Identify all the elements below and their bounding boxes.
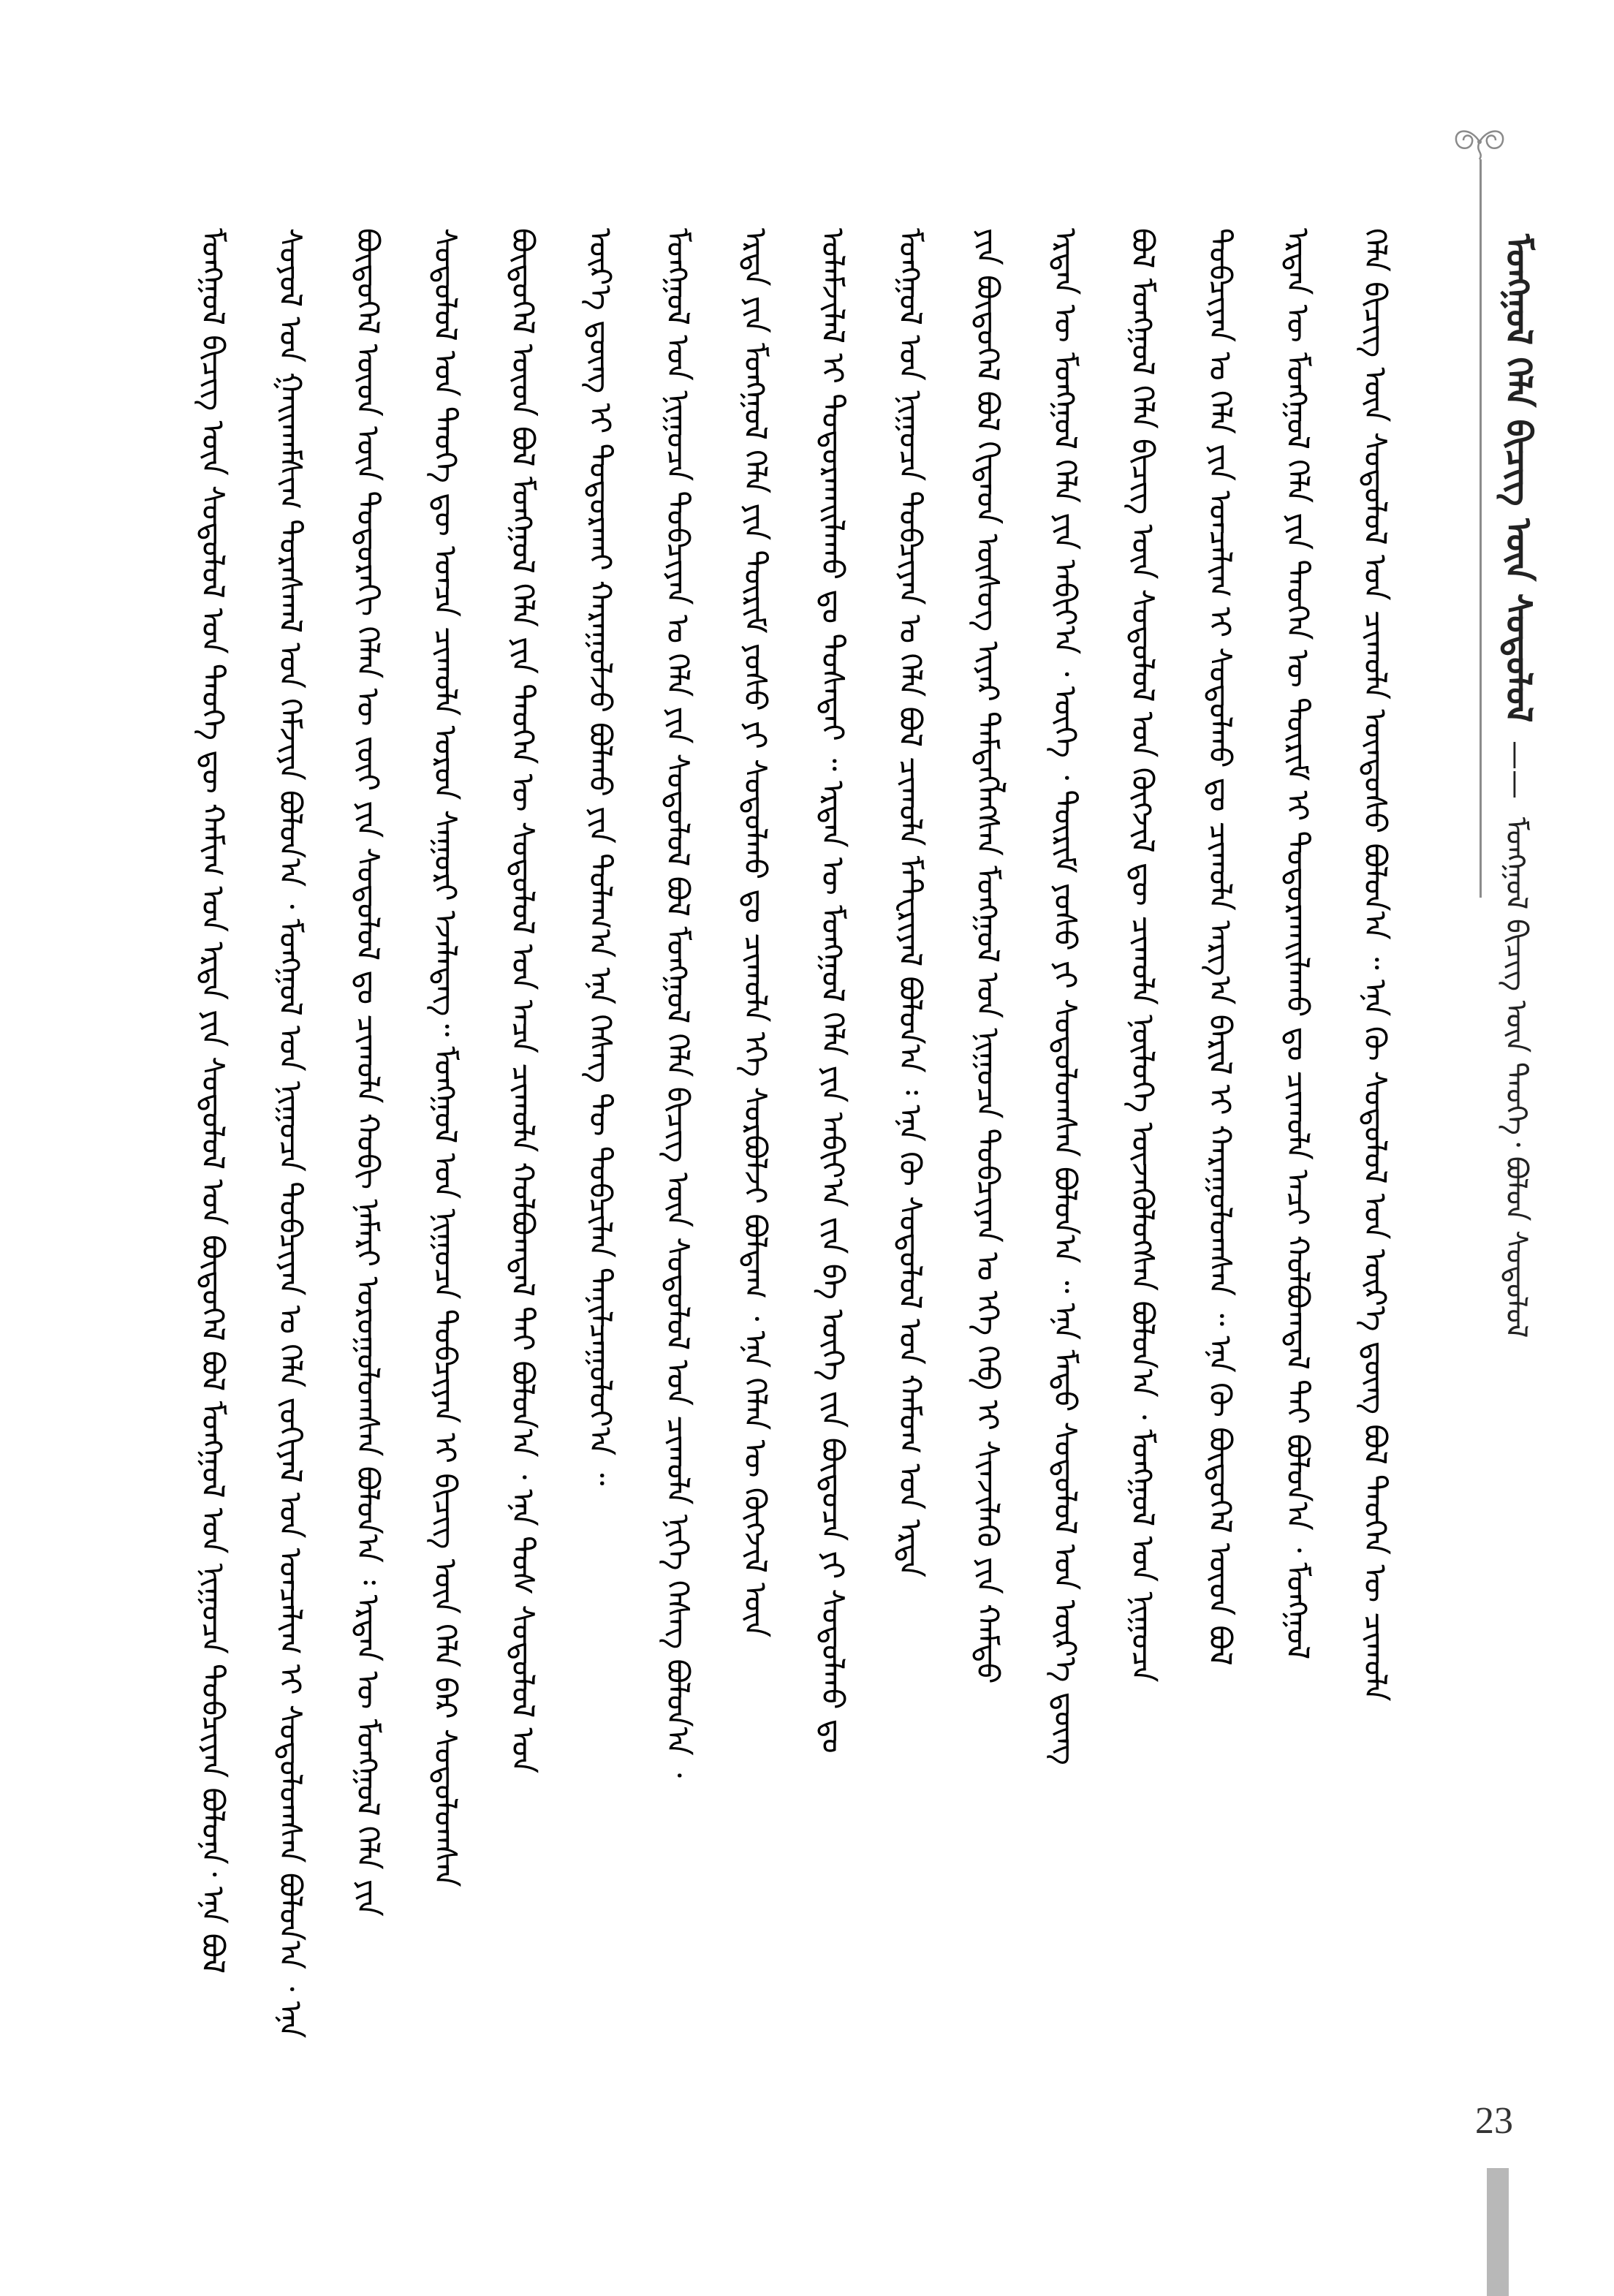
text-column: ᠡᠷᠲᠡᠨ ᠦ ᠮᠣᠩᠭᠣᠯ ᠬᠡᠯᠡ ᠶᠢᠨ ᠲᠡᠦᠬᠡᠨ ᠦ ᠳᠦᠷᠢᠮ ᠢ ᠲᠣᠳᠣᠷᠬᠠᠢᠯᠠᠬᠤ ᠳᠤ ᠴᠢᠬᠤᠯᠠ ᠠᠴᠢ ᠬᠣᠯᠪᠣᠭᠳᠠᠯ ᠲᠠᠢ ᠪᠣᠯᠤᠨ᠎ᠠ ᠂ ᠮᠣᠩᠭᠣᠯ: [1280, 228, 1316, 1660]
running-header-subtitle: ᠮᠣᠩᠭᠣᠯ ᠪᠢᠴᠢᠭ ᠦᠨ ᠲᠡᠦᠬᠡ᠂ ᠪᠣᠯᠤᠨ ᠰᠤᠳᠤᠯᠤᠯ: [1499, 817, 1533, 1338]
text-column: ᠡᠷᠲᠡᠨ ᠦ ᠮᠣᠩᠭᠣᠯ ᠬᠡᠯᠡ ᠶᠢᠨ ᠠᠪᠢᠶ᠎ᠠ ᠂ ᠦᠭᠡ ᠂ ᠳᠦᠷᠢᠮ ᠶᠣᠰᠣ ᠶᠢ ᠰᠤᠳᠤᠯᠤᠭᠰᠠᠨ ᠪᠣᠯᠤᠨ᠎ᠠ ᠃ ᠡᠨᠡ ᠮᠡᠲᠦ ᠰᠤᠳᠤᠯᠤᠯ ᠤᠨ ᠦᠷ᠎ᠡ ᠳ᠋ᠦᠩ: [1047, 228, 1083, 1765]
text-column: ᠪᠦᠲᠦᠭᠡᠯ ᠦᠳ ᠪᠣᠯ ᠮᠣᠩᠭᠣᠯ ᠬᠡᠯᠡ ᠶᠢᠨ ᠲᠡᠦᠬᠡᠨ ᠦ ᠰᠤᠳᠤᠯᠤᠯ ᠤᠨ ᠠᠴᠠ ᠴᠢᠬᠤᠯᠠ ᠬᠣᠯᠪᠣᠭᠳᠠᠯ ᠲᠠᠢ ᠪᠣᠯᠤᠨ᠎ᠠ ᠂ ᠡᠨᠡ ᠲᠤᠰ ᠰᠤᠳᠤᠯᠤᠯ ᠤᠨ: [505, 228, 541, 1774]
text-column: ᠮᠣᠩᠭᠣᠯ ᠤᠨ ᠨᠢᠭᠤᠴᠠ ᠲᠣᠪᠴᠢᠶᠠᠨ ᠤ ᠬᠡᠯᠡ ᠪᠣᠯ ᠴᠢᠬᠤᠯᠠ ᠮᠠᠲ᠋ᠧᠷᠢᠶᠠᠯ ᠪᠣᠯᠤᠨ᠎ᠠ ᠄ ᠡᠨᠡ ᠬᠦ ᠰᠤᠳᠤᠯᠤᠯ ᠤᠨ ᠬᠠᠮᠤᠭ ᠤᠨ ᠡᠷᠲᠡ: [893, 228, 928, 1577]
header-vertical-rule: [1480, 159, 1482, 898]
text-column: ᠬᠡᠯᠡ ᠪᠢᠴᠢᠭ ᠦᠨ ᠰᠤᠳᠤᠯᠤᠯ ᠤᠨ ᠴᠢᠬᠤᠯᠠ ᠦᠨᠳᠦᠰᠦ ᠪᠣᠯᠤᠨ᠎ᠠ ᠃ ᠡᠨᠡ ᠬᠦ ᠰᠤᠳᠤᠯᠤᠯ ᠤᠨ ᠦᠷ᠎ᠡ ᠳ᠋ᠦᠩ ᠪᠣᠯ ᠲᠡᠦᠬᠡᠨ ᠦ ᠴᠢᠬᠤᠯᠠ: [1357, 228, 1393, 1702]
page-number: 23: [1475, 2100, 1513, 2142]
text-column: ᠪᠦᠲᠦᠭᠡᠯ ᠦᠳ ᠦᠨ ᠳᠣᠲᠣᠷᠠᠬᠢ ᠬᠡᠯᠡᠨ ᠦ ᠵᠦᠢ ᠶᠢᠨ ᠰᠤᠳᠤᠯᠤᠯ ᠳᠤ ᠴᠢᠬᠤᠯᠠ ᠬᠤᠪᠢ ᠨᠡᠮᠡᠷᠢ ᠣᠷᠤᠭᠤᠯᠤᠭᠰᠠᠨ ᠪᠣᠯᠤᠨ᠎ᠠ ᠄ ᠡᠷᠲᠡᠨ ᠦ ᠮᠣᠩᠭᠣᠯ ᠬᠡᠯᠡ ᠶᠢᠨ: [350, 228, 386, 1917]
body-text: [192, 228, 1427, 2092]
text-column: ᠰᠤᠳᠤᠯᠤᠯ ᠤᠨ ᠲᠡᠦᠬᠡ ᠳᠦ ᠣᠨᠴᠠ ᠴᠢᠬᠤᠯᠠ ᠣᠷᠤᠨ ᠰᠠᠭᠤᠷᠢ ᠡᠵᠡᠯᠡᠳᠡᠭ᠃ ᠮᠣᠩᠭᠣᠯ ᠤᠨ ᠨᠢᠭᠤᠴᠠ ᠲᠣᠪᠴᠢᠶᠠᠨ ᠢ ᠪᠢᠴᠢᠭ ᠦᠨ ᠬᠡᠯᠡ ᠪᠡᠷ ᠰᠤᠳᠤᠯᠤᠭᠰᠠᠨ: [428, 228, 463, 1887]
text-column: ᠮᠣᠩᠭᠣᠯ ᠤᠨ ᠨᠢᠭᠤᠴᠠ ᠲᠣᠪᠴᠢᠶᠠᠨ ᠤ ᠬᠡᠯᠡ ᠶᠢᠨ ᠰᠤᠳᠤᠯᠤᠯ ᠪᠣᠯ ᠮᠣᠩᠭᠣᠯ ᠬᠡᠯᠡ ᠪᠢᠴᠢᠭ ᠦᠨ ᠰᠤᠳᠤᠯᠤᠯ ᠤᠨ ᠴᠢᠬᠤᠯᠠ ᠨᠢᠭᠡ ᠬᠡᠰᠡᠭ ᠪᠣᠯᠤᠨ᠎ᠠ ᠂: [660, 228, 696, 1778]
text-column: ᠶᠢᠨ ᠪᠦᠲᠦᠭᠡᠯ ᠪᠣᠯ ᠬᠢᠲᠠᠳ ᠦᠰᠦᠭ ᠢᠶᠡᠷ ᠲᠡᠮᠳᠡᠭᠯᠡᠭᠰᠡᠨ ᠮᠣᠩᠭᠣᠯ ᠤᠨ ᠨᠢᠭᠤᠴᠠ ᠲᠣᠪᠴᠢᠶᠠᠨ ᠤ ᠡᠬᠡ ᠬᠡᠪ ᠢ ᠰᠢᠨᠵᠢᠯᠡᠬᠦ ᠶᠢᠨ ᠬᠠᠮᠲᠤ: [970, 228, 1006, 1684]
running-header-title: ᠮᠣᠩᠭᠣᠯ ᠬᠡᠯᠡ ᠪᠢᠴᠢᠭ ᠦᠨ ᠰᠤᠳᠤᠯᠤᠯ: [1498, 234, 1539, 723]
text-column: ᠲᠣᠪᠴᠢᠶᠠᠨ ᠤ ᠬᠡᠯᠡ ᠶᠢᠨ ᠣᠨᠴᠠᠯᠢᠭ ᠢ ᠰᠤᠳᠤᠯᠬᠤ ᠳᠤ ᠴᠢᠬᠤᠯᠠ ᠠᠷᠭ᠎ᠠ ᠪᠠᠷᠢᠯ ᠢ ᠬᠠᠷᠠᠭᠤᠯᠤᠭᠰᠠᠨ ᠃ ᠡᠨᠡ ᠬᠦ ᠪᠦᠲᠦᠭᠡᠯ ᠦᠳ ᠪᠣᠯ: [1202, 228, 1238, 1666]
text-column: ᠤᠯᠠᠮᠵᠢᠯᠠᠯ ᠢ ᠲᠣᠳᠣᠷᠬᠠᠢᠯᠠᠬᠤ ᠳᠤ ᠲᠤᠰᠠᠲᠠᠢ ᠃ ᠡᠷᠲᠡᠨ ᠦ ᠮᠣᠩᠭᠣᠯ ᠬᠡᠯᠡ ᠶᠢᠨ ᠠᠪᠢᠶ᠎ᠠ ᠵᠢᠨ ᠪᠠ ᠦᠭᠡ ᠵᠢᠨ ᠪᠦᠲᠦᠴᠡ ᠶᠢ ᠰᠤᠳᠤᠯᠬᠤ ᠳᠤ: [815, 228, 851, 1754]
page-edge-tab: [1487, 2168, 1509, 2296]
text-column: ᠪᠣᠯ ᠮᠣᠩᠭᠣᠯ ᠬᠡᠯᠡ ᠪᠢᠴᠢᠭ ᠦᠨ ᠰᠤᠳᠤᠯᠤᠯ ᠤᠨ ᠬᠥᠭᠵᠢᠯ ᠳᠦ ᠴᠢᠬᠤᠯᠠ ᠨᠥᠯᠦᠭᠡ ᠦᠵᠡᠭᠦᠯᠦᠭᠰᠡᠨ ᠪᠣᠯᠤᠨ᠎ᠠ ᠂ ᠮᠣᠩᠭᠣᠯ ᠤᠨ ᠨᠢᠭᠤᠴᠠ: [1125, 228, 1161, 1683]
scroll-swirl-ornament-icon: [1449, 123, 1510, 161]
running-header: [1497, 234, 1577, 1338]
text-column: ᠮᠣᠩᠭᠣᠯ ᠪᠢᠴᠢᠭ ᠦᠨ ᠰᠤᠳᠤᠯᠤᠯ ᠤᠨ ᠲᠡᠦᠬᠡ ᠳᠦ ᠬᠠᠮᠢᠭ ᠤᠨ ᠡᠷᠲᠡ ᠶᠢᠨ ᠰᠤᠳᠤᠯᠤᠯ ᠤᠨ ᠪᠦᠲᠦᠭᠡᠯ ᠪᠣᠯ ᠮᠣᠩᠭᠣᠯ ᠤᠨ ᠨᠢᠭᠤᠴᠠ ᠲᠣᠪᠴᠢᠶᠠᠨ ᠪᠣᠯᠤᠨᠠ᠂ ᠡᠨᠡ ᠪᠣᠯ: [195, 228, 231, 1974]
text-column: ᠡᠷᠲᠡ ᠶᠢᠨ ᠮᠣᠩᠭᠣᠯ ᠬᠡᠯᠡ ᠶᠢᠨ ᠳᠦᠷᠢᠮ ᠶᠣᠰᠣ ᠶᠢ ᠰᠤᠳᠤᠯᠬᠤ ᠳᠤ ᠴᠢᠬᠤᠯᠠ ᠡᠬᠡ ᠰᠤᠷᠪᠤᠯᠵᠢ ᠪᠣᠯᠳᠠᠭ ᠂ ᠡᠨᠡ ᠬᠡᠯᠡᠨ ᠦ ᠬᠥᠭᠵᠢᠯ ᠦᠨ: [738, 228, 773, 1638]
running-header-dash: ——: [1499, 740, 1533, 800]
text-column: ᠰᠣᠶᠣᠯ ᠤᠨ ᠭᠠᠢᠬᠠᠮᠰᠢᠭ ᠳᠤᠷᠠᠰᠬᠠᠯ ᠤᠨ ᠬᠡᠮᠵᠢᠶᠡ ᠪᠣᠯᠤᠨ᠎ᠠ ᠂ ᠮᠣᠩᠭᠣᠯ ᠤᠨ ᠨᠢᠭᠤᠴᠠ ᠲᠣᠪᠴᠢᠶᠠᠨ ᠤ ᠬᠡᠯᠡ ᠵᠣᠬᠢᠶᠠᠯ ᠤᠨ ᠣᠨᠴᠠᠯᠢᠭ ᠢ ᠰᠤᠳᠤᠯᠤᠭᠰᠠᠨ ᠪᠣᠯᠤᠨ᠎ᠠ ᠂ ᠡᠨᠡ: [273, 228, 308, 2039]
text-column: ᠦᠷ᠎ᠡ ᠳ᠋ᠦᠩ ᠢ ᠲᠣᠳᠣᠷᠬᠠᠢ ᠬᠠᠷᠠᠭᠤᠯᠵᠤ ᠪᠣᠯᠬᠤ ᠶᠢᠨ ᠲᠤᠯᠠᠭ᠎ᠠ ᠡᠨᠡ ᠬᠡᠰᠡᠭ ᠲᠦ ᠲᠣᠪᠴᠢᠯᠠᠨ ᠲᠠᠨᠢᠯᠴᠠᠭᠤᠯᠤᠶ᠎ᠠ ᠃: [583, 228, 618, 1486]
